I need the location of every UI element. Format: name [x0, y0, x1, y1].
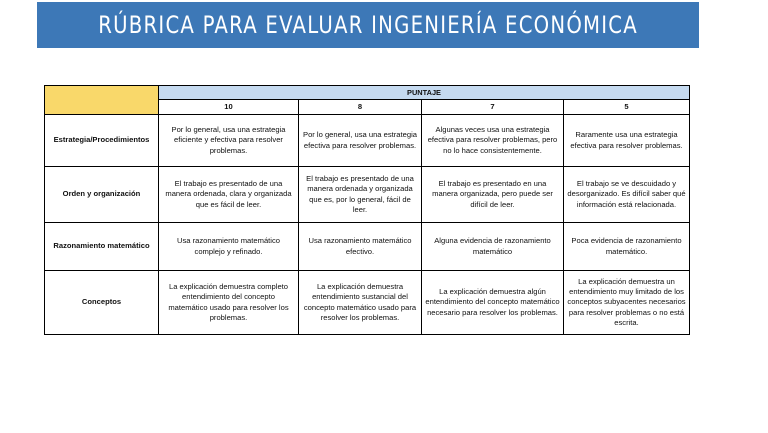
score-8: 8 [299, 100, 422, 115]
descriptor-cell: La explicación demuestra un entendimiento muy limitado de los conceptos subyacentes necesarios para resolver problemas o no está escrita. [564, 271, 690, 335]
descriptor-cell: Alguna evidencia de razonamiento matemático [422, 223, 564, 271]
criterion-cell: Conceptos [45, 271, 159, 335]
header-row [45, 86, 690, 100]
descriptor-cell: Algunas veces usa una estrategia efectiva para resolver problemas, pero no lo hace consistentemente. [422, 115, 564, 167]
descriptor-cell: El trabajo es presentado en una manera organizada, pero puede ser difícil de leer. [422, 167, 564, 223]
descriptor-cell: Por lo general, usa una estrategia efectiva para resolver problemas. [299, 115, 422, 167]
descriptor-cell: Usa razonamiento matemático efectivo. [299, 223, 422, 271]
table-row [45, 271, 690, 335]
table-row [45, 115, 690, 167]
puntaje-header: PUNTAJE [159, 86, 690, 100]
descriptor-cell: Raramente usa una estrategia efectiva para resolver problemas. [564, 115, 690, 167]
descriptor-cell: El trabajo es presentado de una manera ordenada, clara y organizada que es fácil de leer. [159, 167, 299, 223]
criterion-cell: Orden y organización [45, 167, 159, 223]
corner-cell [45, 86, 159, 115]
descriptor-cell: El trabajo se ve descuidado y desorganizado. Es difícil saber qué información está relacionada. [564, 167, 690, 223]
table-row [45, 167, 690, 223]
score-10: 10 [159, 100, 299, 115]
descriptor-cell: La explicación demuestra completo entendimiento del concepto matemático usado para resolver los problemas. [159, 271, 299, 335]
descriptor-cell: Por lo general, usa una estrategia eficiente y efectiva para resolver problemas. [159, 115, 299, 167]
descriptor-cell: Usa razonamiento matemático complejo y refinado. [159, 223, 299, 271]
descriptor-cell: El trabajo es presentado de una manera ordenada y organizada que es, por lo general, fácil de leer. [299, 167, 422, 223]
descriptor-cell: La explicación demuestra algún entendimiento del concepto matemático necesario para resolver los problemas. [422, 271, 564, 335]
title-banner [37, 2, 699, 48]
table-row [45, 223, 690, 271]
criterion-cell: Estrategia/Procedimientos [45, 115, 159, 167]
page-title: RÚBRICA PARA EVALUAR INGENIERÍA ECONÓMICA [98, 11, 638, 39]
rubric-table [44, 85, 690, 335]
score-7: 7 [422, 100, 564, 115]
descriptor-cell: Poca evidencia de razonamiento matemático. [564, 223, 690, 271]
score-5: 5 [564, 100, 690, 115]
descriptor-cell: La explicación demuestra entendimiento sustancial del concepto matemático usado para resolver los problemas. [299, 271, 422, 335]
criterion-cell: Razonamiento matemático [45, 223, 159, 271]
